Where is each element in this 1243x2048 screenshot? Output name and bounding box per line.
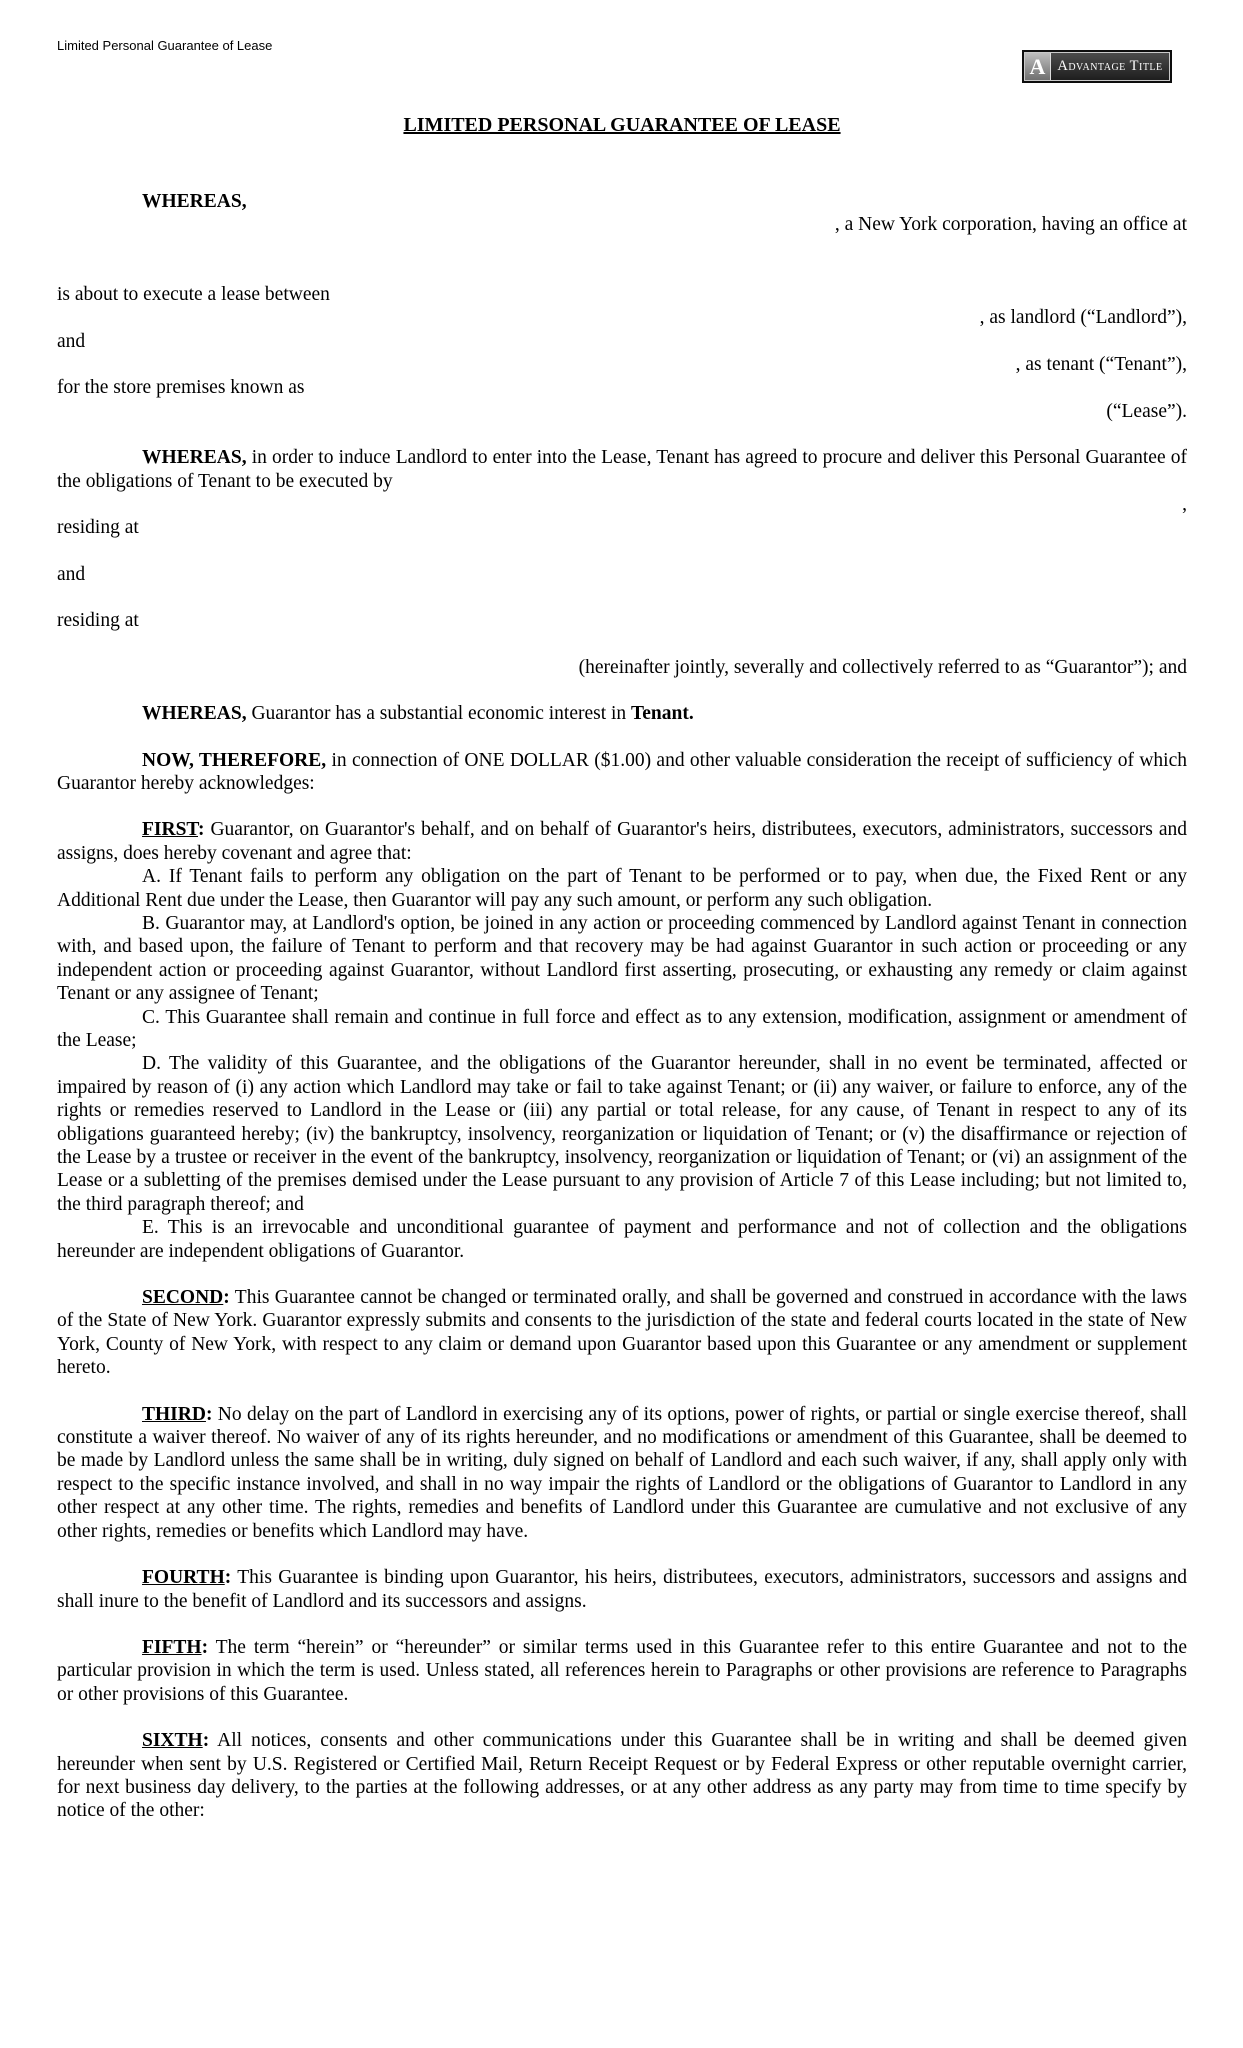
header-doc-label: Limited Personal Guarantee of Lease bbox=[57, 38, 273, 53]
fifth-clause: FIFTH: The term “herein” or “hereunder” or similar terms used in this Guarantee refer to this entire Guarantee and not to the particular provision in which the term is used. Unless stated, all references herein to Paragraphs or other provisions are reference to Paragraphs or other provisions of this Guarantee. bbox=[57, 1636, 1187, 1705]
lease-defined-line: (“Lease”). bbox=[1106, 400, 1187, 422]
first-clause-b: B. Guarantor may, at Landlord's option, be joined in any action or proceeding commenced by Landlord against Tenant in connection with, and based upon, the failure of Tenant to perform and that recovery may be had against Guarantor in such action or proceeding or any independent action or proceeding against Guarantor, without Landlord first asserting, prosecuting, or exhausting any remedy or claim against Tenant or any assignee of Tenant; bbox=[57, 912, 1187, 1005]
tenant-line: , as tenant (“Tenant”), bbox=[1015, 354, 1187, 376]
fourth-clause: FOURTH: This Guarantee is binding upon Guarantor, his heirs, distributees, executors, administrators, successors and assigns and shall inure to the benefit of Landlord and its successors and assigns. bbox=[57, 1567, 1187, 1612]
now-therefore-clause: NOW, THEREFORE, in connection of ONE DOLLAR ($1.00) and other valuable consideration the receipt of sufficiency of which Guarantor hereby acknowledges: bbox=[57, 749, 1187, 794]
comma-line: , bbox=[1182, 494, 1187, 516]
premises-line: for the store premises known as bbox=[57, 377, 305, 399]
whereas-clause-2: WHEREAS, in order to induce Landlord to enter into the Lease, Tenant has agreed to procure and deliver this Personal Guarantee of the obligations of Tenant to be executed by bbox=[57, 447, 1187, 492]
document-body bbox=[57, 190, 1187, 1823]
document-title: LIMITED PERSONAL GUARANTEE OF LEASE bbox=[403, 114, 841, 136]
first-clause: FIRST: Guarantor, on Guarantor's behalf, and on behalf of Guarantor's heirs, distributees, executors, administrators, successors and assigns, does hereby covenant and agree that: bbox=[57, 819, 1187, 864]
document-content bbox=[57, 0, 1187, 1823]
sixth-clause: SIXTH: All notices, consents and other communications under this Guarantee shall be in writing and shall be deemed given hereunder when sent by U.S. Registered or Certified Mail, Return Receipt Request or by Federal Express or other reputable overnight carrier, for next business day delivery, to the parties at the following addresses, or at any other address as any party may from time to time specify by notice of the other: bbox=[57, 1730, 1187, 1822]
whereas-clause-1: WHEREAS, bbox=[142, 191, 247, 212]
second-clause: SECOND: This Guarantee cannot be changed or terminated orally, and shall be governed and construed in accordance with the laws of the State of New York. Guarantor expressly submits and consents to the jurisdiction of the state and federal courts located in the state of New York, County of New York, with respect to any claim or demand upon Guarantor based upon this Guarantee or any amendment or supplement hereto. bbox=[57, 1287, 1187, 1379]
residing-at-line-1: residing at bbox=[57, 517, 139, 539]
whereas-clause-3: WHEREAS, Guarantor has a substantial economic interest in Tenant. bbox=[142, 703, 694, 725]
residing-at-line-2: residing at bbox=[57, 610, 139, 632]
first-clause-a: A. If Tenant fails to perform any obligation on the part of Tenant to be performed or to pay, when due, the Fixed Rent or any Additional Rent due under the Lease, then Guarantor will pay any such amount, or perform any such obligation. bbox=[57, 866, 1187, 911]
guarantor-defined-line: (hereinafter jointly, severally and collectively referred to as “Guarantor”); and bbox=[578, 656, 1187, 678]
logo-company-name: Advantage Title bbox=[1057, 58, 1163, 74]
landlord-line: , as landlord (“Landlord”), bbox=[979, 307, 1187, 329]
logo-letter-a-icon: A bbox=[1025, 53, 1051, 80]
first-clause-e: E. This is an irrevocable and unconditional guarantee of payment and performance and not of collection and the obligations hereunder are independent obligations of Guarantor. bbox=[57, 1217, 1187, 1262]
lease-between-line: is about to execute a lease between bbox=[57, 283, 330, 305]
third-clause: THIRD: No delay on the part of Landlord in exercising any of its options, power of rights, or partial or single exercise thereof, shall constitute a waiver thereof. No waiver of any of its rights hereunder, and no modifications or amendment of this Guarantee, shall be deemed to be made by Landlord unless the same shall be in writing, duly signed on behalf of Landlord and each such waiver, if any, shall apply only with respect to the specific instance involved, and shall in no way impair the rights of Landlord or the obligations of Guarantor to Landlord in any other respect at any other time. The rights, remedies and benefits of Landlord under this Guarantee are cumulative and not exclusive of any other rights, remedies or benefits which Landlord may have. bbox=[57, 1403, 1187, 1542]
first-clause-d: D. The validity of this Guarantee, and the obligations of the Guarantor hereunder, shall in no event be terminated, affected or impaired by reason of (i) any action which Landlord may take or fail to take against Tenant; or (ii) any waiver, or failure to enforce, any of the rights or remedies reserved to Landlord in the Lease or (iii) any partial or total release, for any cause, of Tenant in respect to any of its obligations guaranteed hereby; (iv) the bankruptcy, insolvency, reorganization or liquidation of Tenant; or (v) the disaffirmance or rejection of the Lease by a trustee or receiver in the event of the bankruptcy, insolvency, reorganization or liquidation of Tenant; or (vi) an assignment of the Lease or a subletting of the premises demised under the Lease pursuant to any provision of Article 7 of this Lease including; but not limited to, the third paragraph thereof; and bbox=[57, 1053, 1187, 1215]
first-clause-c: C. This Guarantee shall remain and continue in full force and effect as to any extension, modification, assignment or amendment of the Lease; bbox=[57, 1006, 1187, 1051]
corporation-line: , a New York corporation, having an office at bbox=[834, 214, 1187, 236]
and-line-1: and bbox=[57, 330, 86, 352]
and-line-2: and bbox=[57, 563, 86, 585]
